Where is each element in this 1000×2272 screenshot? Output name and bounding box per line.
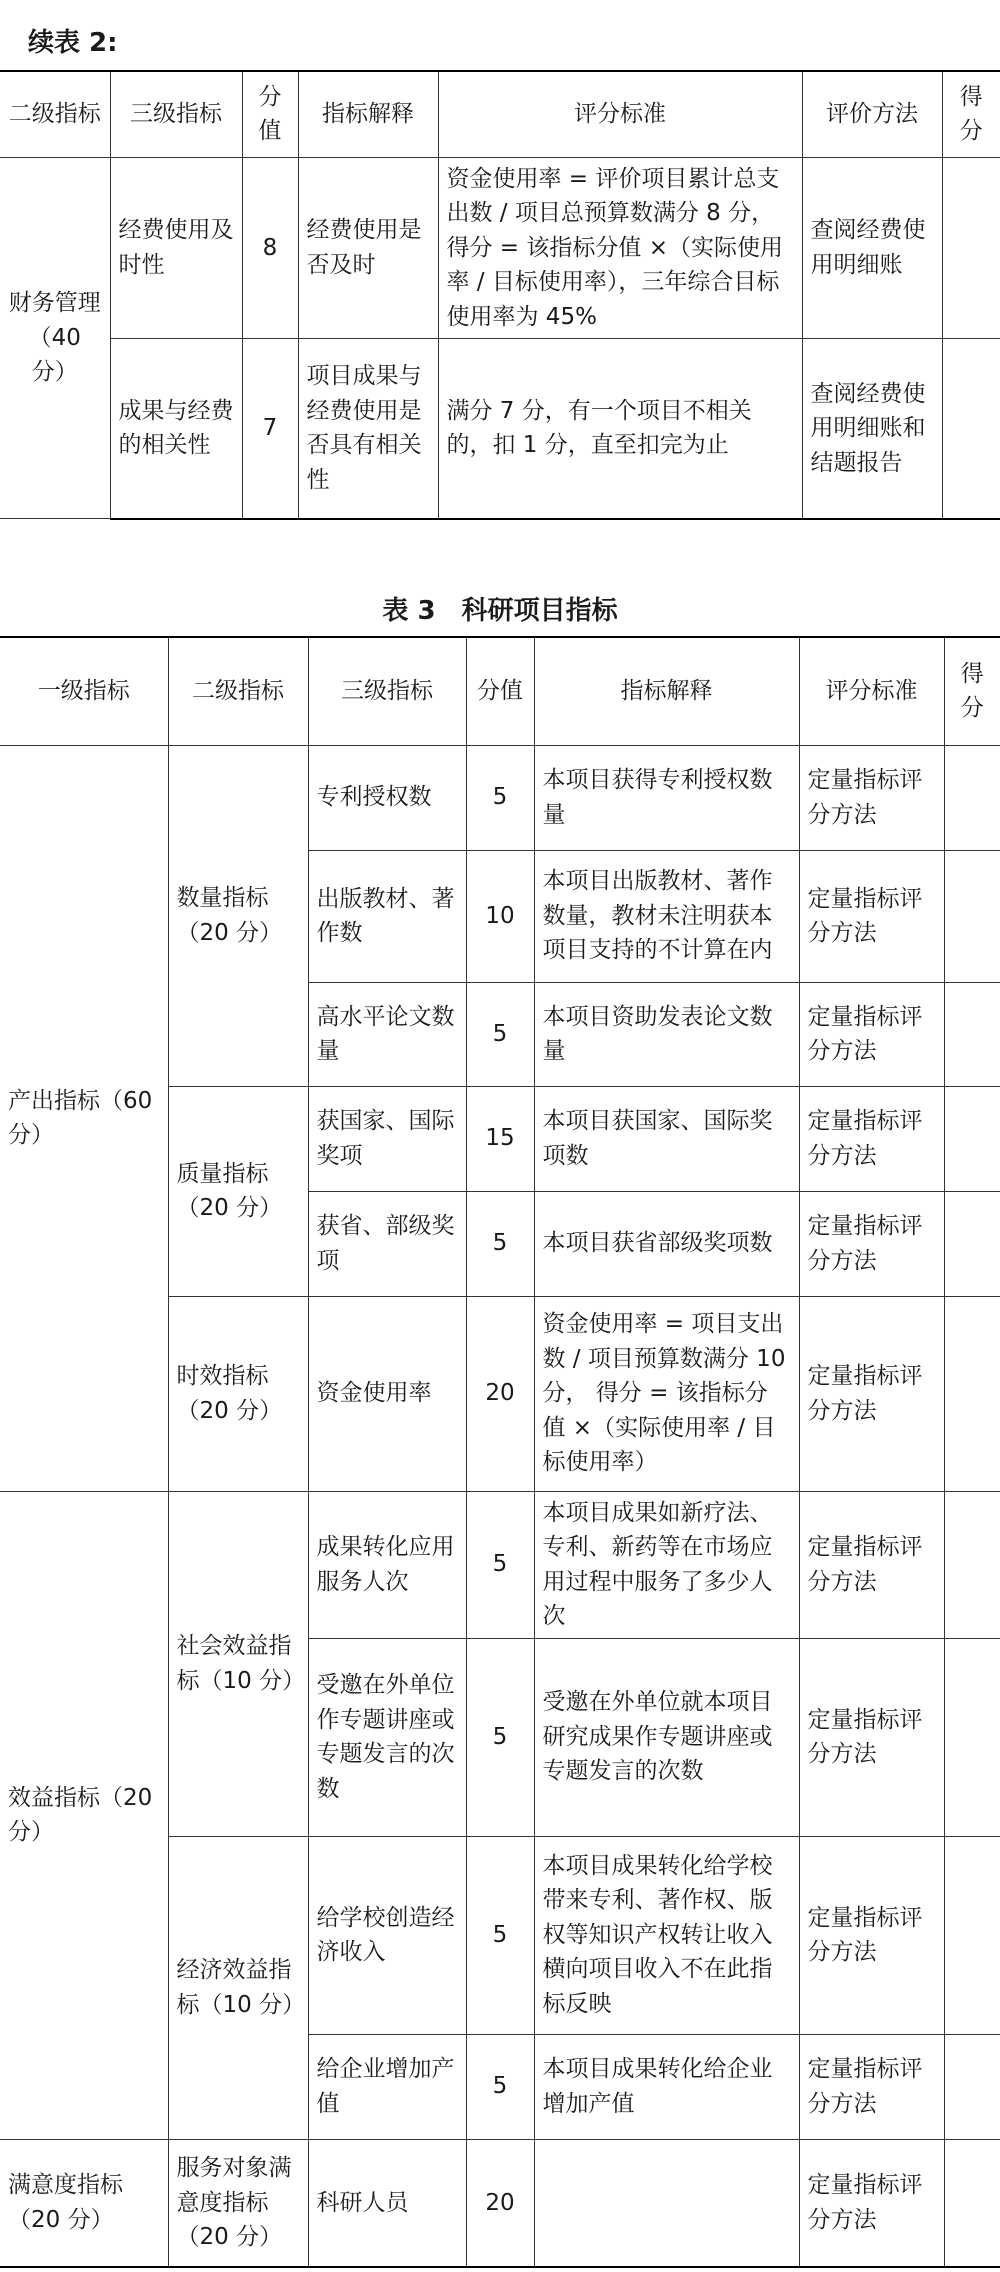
l3-cell: 高水平论文数量 — [308, 982, 466, 1086]
result-cell — [944, 1638, 1000, 1836]
table-row — [0, 1491, 1000, 1638]
table-row — [0, 157, 1000, 339]
l1-cell: 效益指标（20 分） — [0, 1491, 168, 2139]
explanation-cell: 资金使用率 = 项目支出数 / 项目预算数满分 10 分， 得分 = 该指标分值 ×（实际使用率 / 目标使用率） — [534, 1296, 799, 1491]
l2-cell: 经济效益指标（10 分） — [168, 1836, 308, 2139]
result-cell — [942, 157, 1000, 339]
table-3 — [0, 636, 1000, 2268]
score-cell: 5 — [466, 982, 534, 1086]
header-cell: 指标解释 — [534, 637, 799, 745]
standard-cell: 定量指标评分方法 — [799, 1296, 944, 1491]
table-2-continued — [0, 70, 1000, 520]
l2-cell: 数量指标（20 分） — [168, 745, 308, 1086]
score-cell: 5 — [466, 2034, 534, 2139]
table-header-row — [0, 637, 1000, 745]
explanation-cell: 项目成果与经费使用是否具有相关性 — [298, 339, 438, 519]
standard-cell: 定量指标评分方法 — [799, 745, 944, 850]
score-cell: 20 — [466, 1296, 534, 1491]
header-cell: 评分标准 — [438, 71, 802, 157]
l2-cell: 时效指标（20 分） — [168, 1296, 308, 1491]
standard-cell: 定量指标评分方法 — [799, 1638, 944, 1836]
standard-cell: 资金使用率 = 评价项目累计总支出数 / 项目总预算数满分 8 分，得分 = 该指标分值 ×（实际使用率 / 目标使用率），三年综合目标使用率为 45% — [438, 157, 802, 339]
explanation-cell: 受邀在外单位就本项目研究成果作专题讲座或专题发言的次数 — [534, 1638, 799, 1836]
header-cell: 分值 — [466, 637, 534, 745]
header-cell: 得分 — [942, 71, 1000, 157]
method-cell: 查阅经费使用明细账 — [802, 157, 942, 339]
explanation-cell: 本项目资助发表论文数量 — [534, 982, 799, 1086]
table-header-row — [0, 71, 1000, 157]
header-cell: 三级指标 — [110, 71, 242, 157]
explanation-cell: 本项目获国家、国际奖项数 — [534, 1086, 799, 1191]
score-cell: 5 — [466, 1638, 534, 1836]
result-cell — [944, 2034, 1000, 2139]
header-cell: 指标解释 — [298, 71, 438, 157]
l3-cell: 科研人员 — [308, 2139, 466, 2267]
score-cell: 5 — [466, 745, 534, 850]
explanation-cell: 本项目出版教材、著作数量，教材未注明获本项目支持的不计算在内 — [534, 850, 799, 982]
score-cell: 5 — [466, 1491, 534, 1638]
table-row — [0, 339, 1000, 519]
result-cell — [944, 1296, 1000, 1491]
header-cell: 二级指标 — [0, 71, 110, 157]
explanation-cell: 经费使用是否及时 — [298, 157, 438, 339]
l3-cell: 经费使用及时性 — [110, 157, 242, 339]
result-cell — [944, 850, 1000, 982]
table2-caption: 续表 2: — [28, 28, 118, 58]
standard-cell: 定量指标评分方法 — [799, 1086, 944, 1191]
score-cell: 8 — [242, 157, 298, 339]
group-cell: 财务管理（40 分） — [0, 157, 110, 519]
explanation-cell: 本项目获得专利授权数量 — [534, 745, 799, 850]
standard-cell: 定量指标评分方法 — [799, 850, 944, 982]
standard-cell: 满分 7 分，有一个项目不相关的，扣 1 分，直至扣完为止 — [438, 339, 802, 519]
explanation-cell — [534, 2139, 799, 2267]
l3-cell: 给企业增加产值 — [308, 2034, 466, 2139]
l2-cell: 社会效益指标（10 分） — [168, 1491, 308, 1836]
explanation-cell: 本项目成果转化给企业增加产值 — [534, 2034, 799, 2139]
l2-cell: 质量指标（20 分） — [168, 1086, 308, 1296]
l3-cell: 获省、部级奖项 — [308, 1191, 466, 1296]
result-cell — [944, 2139, 1000, 2267]
header-cell: 评分标准 — [799, 637, 944, 745]
score-cell: 20 — [466, 2139, 534, 2267]
l3-cell: 给学校创造经济收入 — [308, 1836, 466, 2034]
l3-cell: 资金使用率 — [308, 1296, 466, 1491]
l3-cell: 出版教材、著作数 — [308, 850, 466, 982]
result-cell — [944, 1491, 1000, 1638]
result-cell — [944, 982, 1000, 1086]
standard-cell: 定量指标评分方法 — [799, 2034, 944, 2139]
header-cell: 二级指标 — [168, 637, 308, 745]
result-cell — [942, 339, 1000, 519]
result-cell — [944, 745, 1000, 850]
table3-title: 表 3 科研项目指标 — [382, 596, 618, 626]
table-row — [0, 2139, 1000, 2267]
header-cell: 分值 — [242, 71, 298, 157]
score-cell: 5 — [466, 1191, 534, 1296]
header-cell: 得分 — [944, 637, 1000, 745]
l1-cell: 产出指标（60 分） — [0, 745, 168, 1491]
result-cell — [944, 1086, 1000, 1191]
standard-cell: 定量指标评分方法 — [799, 2139, 944, 2267]
standard-cell: 定量指标评分方法 — [799, 1836, 944, 2034]
l3-cell: 专利授权数 — [308, 745, 466, 850]
l1-cell: 满意度指标（20 分） — [0, 2139, 168, 2267]
l3-cell: 获国家、国际奖项 — [308, 1086, 466, 1191]
score-cell: 7 — [242, 339, 298, 519]
l2-cell: 服务对象满意度指标（20 分） — [168, 2139, 308, 2267]
explanation-cell: 本项目成果如新疗法、专利、新药等在市场应用过程中服务了多少人次 — [534, 1491, 799, 1638]
l3-cell: 受邀在外单位作专题讲座或专题发言的次数 — [308, 1638, 466, 1836]
score-cell: 15 — [466, 1086, 534, 1191]
header-cell: 一级指标 — [0, 637, 168, 745]
result-cell — [944, 1191, 1000, 1296]
explanation-cell: 本项目成果转化给学校带来专利、著作权、版权等知识产权转让收入横向项目收入不在此指标反映 — [534, 1836, 799, 2034]
standard-cell: 定量指标评分方法 — [799, 982, 944, 1086]
method-cell: 查阅经费使用明细账和结题报告 — [802, 339, 942, 519]
standard-cell: 定量指标评分方法 — [799, 1491, 944, 1638]
result-cell — [944, 1836, 1000, 2034]
standard-cell: 定量指标评分方法 — [799, 1191, 944, 1296]
table-row — [0, 745, 1000, 850]
l3-cell: 成果与经费的相关性 — [110, 339, 242, 519]
score-cell: 5 — [466, 1836, 534, 2034]
explanation-cell: 本项目获省部级奖项数 — [534, 1191, 799, 1296]
score-cell: 10 — [466, 850, 534, 982]
l3-cell: 成果转化应用服务人次 — [308, 1491, 466, 1638]
header-cell: 评价方法 — [802, 71, 942, 157]
header-cell: 三级指标 — [308, 637, 466, 745]
